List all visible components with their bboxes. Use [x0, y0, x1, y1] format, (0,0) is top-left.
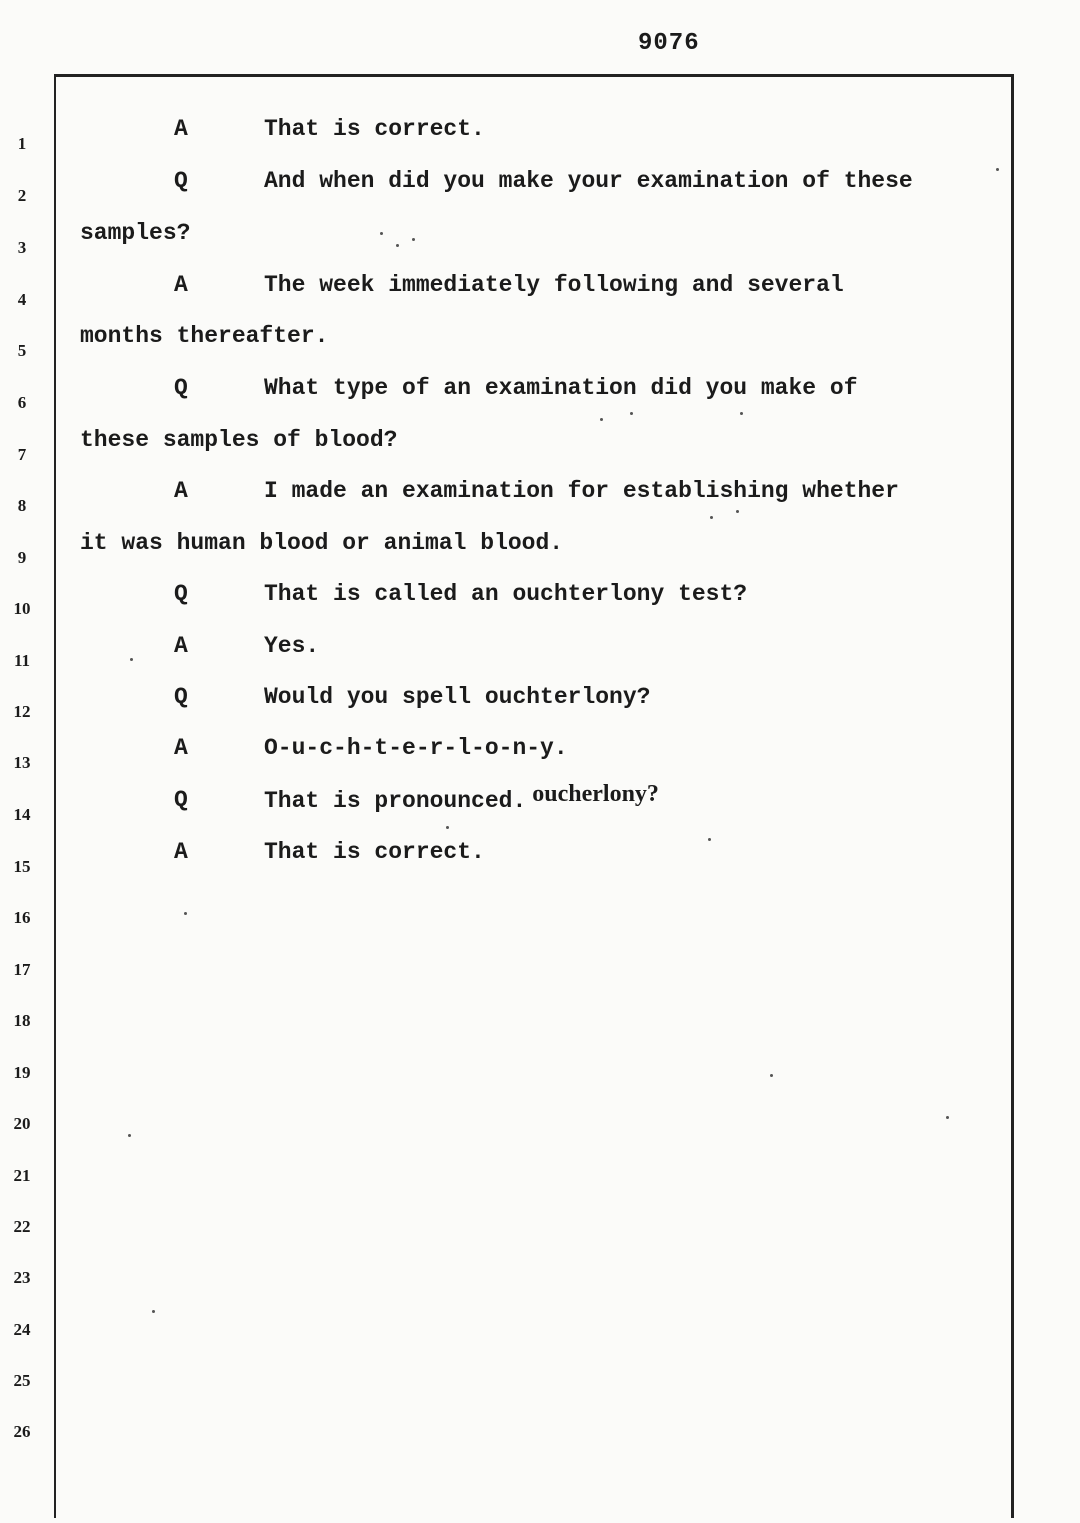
- line-number: 9: [17, 548, 27, 567]
- line-number: 22: [13, 1217, 31, 1236]
- speaker-label: A: [174, 633, 188, 659]
- speck: [708, 838, 711, 841]
- speck: [446, 826, 449, 829]
- transcript-line: That is correct.: [264, 116, 485, 142]
- transcript-line: That is called an ouchterlony test?: [264, 581, 748, 607]
- line-number: 14: [13, 805, 31, 824]
- line-number: 17: [13, 960, 31, 979]
- line-number: 1: [17, 134, 27, 153]
- line-number: 24: [13, 1320, 31, 1339]
- speck: [152, 1310, 155, 1313]
- speck: [770, 1074, 773, 1077]
- speck: [710, 516, 713, 519]
- line-number: 15: [13, 857, 31, 876]
- line-number: 10: [13, 599, 31, 618]
- speaker-label: Q: [174, 787, 188, 813]
- transcript-line: The week immediately following and several: [264, 272, 844, 298]
- speck: [740, 412, 743, 415]
- transcript-line: Would you spell ouchterlony?: [264, 684, 651, 710]
- transcript-line: [264, 781, 659, 816]
- line-number: 18: [13, 1011, 31, 1030]
- speck: [128, 1134, 131, 1137]
- speaker-label: Q: [174, 168, 188, 194]
- line-number: 4: [17, 290, 27, 309]
- speck: [396, 244, 399, 247]
- transcript-line: Yes.: [264, 633, 320, 659]
- transcript-line: I made an examination for establishing whether: [264, 478, 899, 504]
- speaker-label: A: [174, 478, 188, 504]
- transcript-line: And when did you make your examination of these: [264, 168, 913, 194]
- speaker-label: A: [174, 735, 188, 761]
- transcript-text: That is pronounced.: [264, 788, 527, 814]
- speck: [130, 658, 133, 661]
- transcript-line: samples?: [80, 220, 191, 246]
- speaker-label: A: [174, 839, 188, 865]
- page-number: 9076: [638, 30, 700, 57]
- line-number: 21: [13, 1166, 31, 1185]
- speaker-label: A: [174, 116, 188, 142]
- speaker-label: Q: [174, 581, 188, 607]
- line-number: 26: [13, 1422, 31, 1441]
- line-number: 12: [13, 702, 31, 721]
- speaker-label: Q: [174, 375, 188, 401]
- speck: [946, 1116, 949, 1119]
- line-number: 7: [17, 445, 27, 464]
- transcript-line: That is correct.: [264, 839, 485, 865]
- line-number: 11: [13, 651, 31, 670]
- speck: [184, 912, 187, 915]
- transcript-line: it was human blood or animal blood.: [80, 530, 564, 556]
- speck: [380, 232, 383, 235]
- speck: [996, 168, 999, 171]
- transcript-line: months thereafter.: [80, 323, 329, 349]
- speck: [600, 418, 603, 421]
- line-number: 16: [13, 908, 31, 927]
- speaker-label: Q: [174, 684, 188, 710]
- speck: [630, 412, 633, 415]
- line-number: 20: [13, 1114, 31, 1133]
- line-number: 8: [17, 496, 27, 515]
- speck: [412, 238, 415, 241]
- line-number: 2: [17, 186, 27, 205]
- speaker-label: A: [174, 272, 188, 298]
- line-number: 23: [13, 1268, 31, 1287]
- line-number: 3: [17, 238, 27, 257]
- transcript-line: O-u-c-h-t-e-r-l-o-n-y.: [264, 735, 568, 761]
- line-number: 5: [17, 341, 27, 360]
- line-number: 13: [13, 753, 31, 772]
- handwritten-insertion: oucherlony?: [526, 781, 659, 807]
- transcript-line: What type of an examination did you make of: [264, 375, 858, 401]
- transcript-line: these samples of blood?: [80, 427, 398, 453]
- line-number: 25: [13, 1371, 31, 1390]
- line-number: 19: [13, 1063, 31, 1082]
- speck: [736, 510, 739, 513]
- line-number: 6: [17, 393, 27, 412]
